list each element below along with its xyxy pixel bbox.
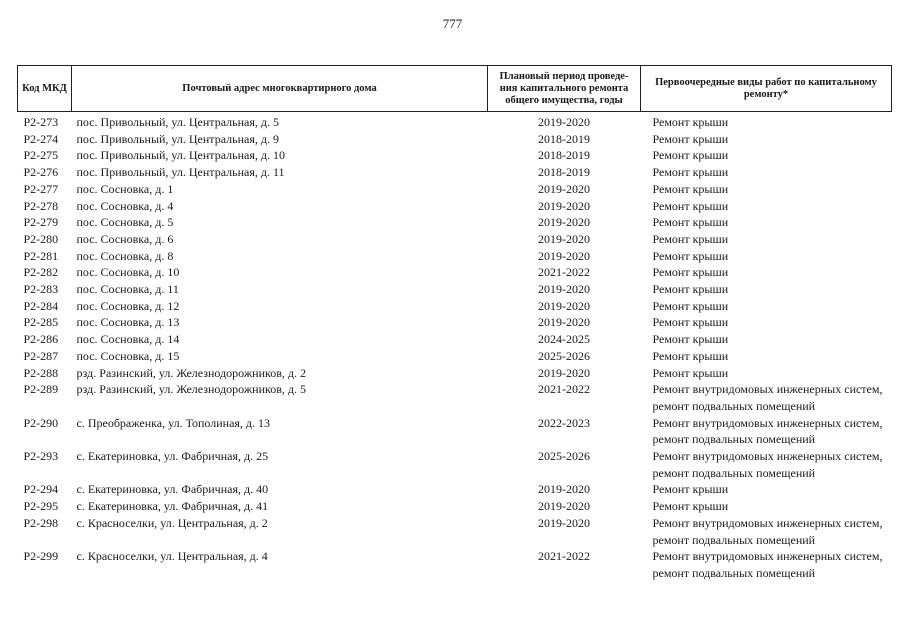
row-period: 2019-2020 bbox=[538, 282, 590, 297]
row-code: Р2-281 bbox=[23, 248, 59, 263]
table-row bbox=[18, 248, 892, 265]
row-works bbox=[641, 481, 892, 498]
row-address: пос. Сосновка, д. 15 bbox=[76, 348, 180, 363]
table-row bbox=[18, 448, 892, 481]
row-code: Р2-289 bbox=[23, 382, 59, 397]
row-works bbox=[641, 314, 892, 331]
row-period: 2021-2022 bbox=[538, 265, 590, 280]
works-line: Ремонт крыши bbox=[652, 131, 729, 146]
row-address: пос. Сосновка, д. 8 bbox=[76, 248, 174, 263]
row-works bbox=[641, 164, 892, 181]
row-period: 2019-2020 bbox=[538, 365, 590, 380]
row-works bbox=[641, 448, 892, 481]
row-works bbox=[641, 381, 892, 414]
header-address: Почтовый адрес многоквартирного дома bbox=[72, 66, 488, 112]
row-works bbox=[641, 498, 892, 515]
table-row bbox=[18, 298, 892, 315]
row-address: с. Екатериновка, ул. Фабричная, д. 25 bbox=[76, 449, 269, 464]
table-row bbox=[18, 381, 892, 414]
row-address: с. Красноселки, ул. Центральная, д. 2 bbox=[76, 515, 268, 530]
row-address: пос. Сосновка, д. 1 bbox=[76, 181, 174, 196]
table-row bbox=[18, 231, 892, 248]
table-row bbox=[18, 348, 892, 365]
row-address: с. Екатериновка, ул. Фабричная, д. 41 bbox=[76, 499, 269, 514]
row-code: Р2-283 bbox=[23, 282, 59, 297]
row-code: Р2-285 bbox=[23, 315, 59, 330]
row-address: рзд. Разинский, ул. Железнодорожников, д. 2 bbox=[76, 365, 306, 380]
table-row bbox=[18, 214, 892, 231]
row-address: с. Преображенка, ул. Тополиная, д. 13 bbox=[76, 415, 271, 430]
works-line-continued: ремонт подвальных помещений bbox=[652, 432, 816, 447]
works-line: Ремонт внутридомовых инженерных систем, bbox=[652, 415, 883, 430]
row-code: Р2-280 bbox=[23, 231, 59, 246]
row-period: 2018-2019 bbox=[538, 148, 590, 163]
row-address: пос. Сосновка, д. 12 bbox=[76, 298, 180, 313]
works-line: Ремонт крыши bbox=[652, 231, 729, 246]
works-line: Ремонт крыши bbox=[652, 198, 729, 213]
row-address: пос. Сосновка, д. 5 bbox=[76, 215, 174, 230]
row-code: Р2-293 bbox=[23, 449, 59, 464]
row-code: Р2-290 bbox=[23, 415, 59, 430]
row-period: 2019-2020 bbox=[538, 215, 590, 230]
row-works bbox=[641, 112, 892, 131]
row-address: пос. Сосновка, д. 10 bbox=[76, 265, 180, 280]
row-works bbox=[641, 198, 892, 215]
row-period: 2019-2020 bbox=[538, 515, 590, 530]
row-period: 2022-2023 bbox=[538, 415, 590, 430]
header-works: Первоочередные виды работ по капитальному ремонту* bbox=[641, 66, 892, 112]
row-works bbox=[641, 415, 892, 448]
row-address: пос. Сосновка, д. 4 bbox=[76, 198, 174, 213]
works-line: Ремонт крыши bbox=[652, 315, 729, 330]
works-line: Ремонт крыши bbox=[652, 148, 729, 163]
row-code: Р2-275 bbox=[23, 148, 59, 163]
table-row bbox=[18, 498, 892, 515]
row-period: 2019-2020 bbox=[538, 482, 590, 497]
row-address: пос. Привольный, ул. Центральная, д. 5 bbox=[76, 115, 279, 129]
row-period: 2021-2022 bbox=[538, 549, 590, 564]
row-address: пос. Сосновка, д. 13 bbox=[76, 315, 180, 330]
table-row bbox=[18, 181, 892, 198]
works-line: Ремонт крыши bbox=[652, 215, 729, 230]
works-line: Ремонт крыши bbox=[652, 499, 729, 514]
table-row bbox=[18, 198, 892, 215]
row-period: 2019-2020 bbox=[538, 198, 590, 213]
row-period: 2019-2020 bbox=[538, 181, 590, 196]
row-address: рзд. Разинский, ул. Железнодорожников, д. 5 bbox=[76, 382, 306, 397]
row-code: Р2-273 bbox=[23, 115, 59, 129]
works-line: Ремонт крыши bbox=[652, 365, 729, 380]
row-code: Р2-274 bbox=[23, 131, 59, 146]
row-address: с. Екатериновка, ул. Фабричная, д. 40 bbox=[76, 482, 269, 497]
works-line: Ремонт внутридомовых инженерных систем, bbox=[652, 382, 883, 397]
header-period: Плановый период проведе-ния капитального ремонта общего имущества, годы bbox=[488, 66, 641, 112]
row-address: пос. Привольный, ул. Центральная, д. 11 bbox=[76, 165, 285, 180]
row-code: Р2-284 bbox=[23, 298, 59, 313]
row-works bbox=[641, 231, 892, 248]
works-line: Ремонт крыши bbox=[652, 298, 729, 313]
table-header bbox=[18, 66, 892, 112]
row-address: пос. Сосновка, д. 11 bbox=[76, 282, 179, 297]
works-line-continued: ремонт подвальных помещений bbox=[652, 398, 816, 413]
row-period: 2019-2020 bbox=[538, 298, 590, 313]
row-period: 2025-2026 bbox=[538, 449, 590, 464]
table-row bbox=[18, 481, 892, 498]
row-works bbox=[641, 181, 892, 198]
row-code: Р2-288 bbox=[23, 365, 59, 380]
row-works bbox=[641, 214, 892, 231]
row-works bbox=[641, 348, 892, 365]
works-line: Ремонт крыши bbox=[652, 282, 729, 297]
table-row bbox=[18, 365, 892, 382]
row-code: Р2-279 bbox=[23, 215, 59, 230]
works-line: Ремонт внутридомовых инженерных систем, bbox=[652, 549, 883, 564]
row-code: Р2-299 bbox=[23, 549, 59, 564]
row-address: пос. Сосновка, д. 14 bbox=[76, 332, 180, 347]
page-number: 777 bbox=[442, 16, 463, 31]
table-row bbox=[18, 164, 892, 181]
table-row bbox=[18, 415, 892, 448]
row-address: пос. Привольный, ул. Центральная, д. 10 bbox=[76, 148, 285, 163]
row-code: Р2-277 bbox=[23, 181, 59, 196]
table-row bbox=[18, 112, 892, 131]
row-works bbox=[641, 264, 892, 281]
works-line: Ремонт крыши bbox=[652, 248, 729, 263]
works-line: Ремонт внутридомовых инженерных систем, bbox=[652, 515, 883, 530]
row-works bbox=[641, 248, 892, 265]
works-line-continued: ремонт подвальных помещений bbox=[652, 532, 816, 547]
row-period: 2021-2022 bbox=[538, 382, 590, 397]
row-works bbox=[641, 365, 892, 382]
row-code: Р2-294 bbox=[23, 482, 59, 497]
table-row bbox=[18, 264, 892, 281]
row-period: 2024-2025 bbox=[538, 332, 590, 347]
row-works bbox=[641, 147, 892, 164]
table-row bbox=[18, 515, 892, 548]
row-period: 2019-2020 bbox=[538, 315, 590, 330]
row-address: пос. Сосновка, д. 6 bbox=[76, 231, 174, 246]
row-period: 2019-2020 bbox=[538, 248, 590, 263]
row-code: Р2-282 bbox=[23, 265, 59, 280]
works-line: Ремонт крыши bbox=[652, 165, 729, 180]
row-works bbox=[641, 131, 892, 148]
row-code: Р2-278 bbox=[23, 198, 59, 213]
row-period: 2018-2019 bbox=[538, 165, 590, 180]
table-row bbox=[18, 548, 892, 581]
row-works bbox=[641, 548, 892, 581]
row-address: с. Красноселки, ул. Центральная, д. 4 bbox=[76, 549, 268, 564]
row-code: Р2-286 bbox=[23, 332, 59, 347]
works-line: Ремонт крыши bbox=[652, 332, 729, 347]
row-code: Р2-295 bbox=[23, 499, 59, 514]
row-period: 2019-2020 bbox=[538, 499, 590, 514]
table-body bbox=[18, 112, 892, 582]
row-works bbox=[641, 298, 892, 315]
row-period: 2018-2019 bbox=[538, 131, 590, 146]
works-line: Ремонт крыши bbox=[652, 115, 729, 129]
header-code: Код МКД bbox=[18, 66, 72, 112]
row-code: Р2-276 bbox=[23, 165, 59, 180]
works-line: Ремонт внутридомовых инженерных систем, bbox=[652, 449, 883, 464]
row-period: 2019-2020 bbox=[538, 231, 590, 246]
row-address: пос. Привольный, ул. Центральная, д. 9 bbox=[76, 131, 279, 146]
table-row bbox=[18, 331, 892, 348]
capital-repair-table bbox=[17, 65, 892, 582]
row-code: Р2-298 bbox=[23, 515, 59, 530]
works-line: Ремонт крыши bbox=[652, 181, 729, 196]
table-row bbox=[18, 281, 892, 298]
works-line: Ремонт крыши bbox=[652, 348, 729, 363]
works-line: Ремонт крыши bbox=[652, 482, 729, 497]
works-line-continued: ремонт подвальных помещений bbox=[652, 565, 816, 580]
row-period: 2019-2020 bbox=[538, 115, 590, 129]
table-row bbox=[18, 147, 892, 164]
row-code: Р2-287 bbox=[23, 348, 59, 363]
row-works bbox=[641, 331, 892, 348]
table-row bbox=[18, 131, 892, 148]
works-line: Ремонт крыши bbox=[652, 265, 729, 280]
row-works bbox=[641, 515, 892, 548]
row-period: 2025-2026 bbox=[538, 348, 590, 363]
row-works bbox=[641, 281, 892, 298]
table-row bbox=[18, 314, 892, 331]
works-line-continued: ремонт подвальных помещений bbox=[652, 465, 816, 480]
